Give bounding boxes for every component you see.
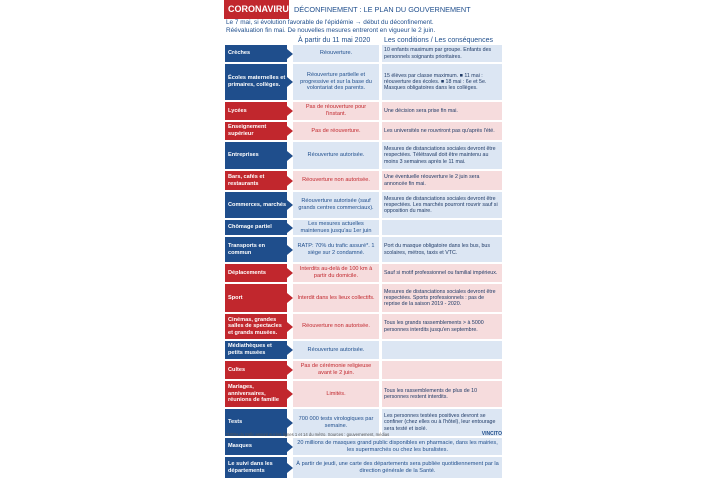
row-measure: Pas de réouverture. <box>293 122 379 140</box>
header <box>224 0 503 19</box>
row-category: Tests <box>225 409 287 436</box>
row-consequence: Une décision sera prise fin mai. <box>382 102 502 120</box>
row-measure: Réouverture autorisée. <box>293 341 379 359</box>
intro-line-2: Réévaluation fin mai. De nouvelles mesures entreront en vigueur le 2 juin. <box>226 26 436 34</box>
row-category: Entreprises <box>225 142 287 169</box>
column-header-conditions: Les conditions / Les conséquences <box>384 37 493 44</box>
header-tag: CORONAVIRUS <box>224 0 289 19</box>
infographic <box>224 0 503 474</box>
row-measure: Réouverture partielle et progressive et sur la base du volontariat des parents. <box>293 64 379 100</box>
row-category: Mariages, anniversaires, réunions de famille <box>225 381 287 407</box>
row-measure: 700 000 tests virologiques par semaine. <box>293 409 379 436</box>
table-row <box>224 45 503 62</box>
row-category: Bars, cafés et restaurants <box>225 171 287 190</box>
table-row <box>224 64 503 100</box>
row-consequence: Mesures de distanciations sociales devront être respectées. Les marchés pourront rouvrir sauf si opposition du maire. <box>382 192 502 218</box>
row-measure: Réouverture. <box>293 45 379 62</box>
intro-line-1: Le 7 mai, si évolution favorable de l'épidémie → début du déconfinement. <box>226 19 434 26</box>
row-category: Cinémas, grandes salles de spectacles et grands musées. <box>225 314 287 339</box>
table-row <box>224 438 503 455</box>
row-consequence: Une éventuelle réouverture le 2 juin sera annoncée fin mai. <box>382 171 502 190</box>
row-category: Sport <box>225 284 287 312</box>
column-header-from: À partir du 11 mai 2020 <box>298 37 371 44</box>
row-measure: RATP: 70% du trafic assuré*. 1 siège sur 2 condamné. <box>293 237 379 262</box>
table-row <box>224 237 503 262</box>
row-measure: Limités. <box>293 381 379 407</box>
row-measure: Réouverture non autorisée. <box>293 171 379 190</box>
row-consequence: Tous les grands rassemblements > à 5000 personnes interdits jusqu'en septembre. <box>382 314 502 339</box>
row-consequence: Les personnes testées positives devront se confiner (chez elles ou à l'hôtel), leur entourage sera testé et isolé. <box>382 409 502 436</box>
footnote: *100% du trafic assuré sur les lignes 1 et 14 du métro. Sources : gouvernement, médias <box>226 432 390 437</box>
page-title: DÉCONFINEMENT : LE PLAN DU GOUVERNEMENT <box>294 5 471 14</box>
table-row <box>224 192 503 218</box>
row-measure: Réouverture non autorisée. <box>293 314 379 339</box>
intro <box>226 19 501 34</box>
row-merged-cell: 20 millions de masques grand public disponibles en pharmacie, dans les mairies, les supermarchés ou chez les buralistes. <box>293 438 502 455</box>
row-consequence: Les universités ne rouvriront pas qu'après l'été. <box>382 122 502 140</box>
row-category: Transports en commun <box>225 237 287 262</box>
row-category: Déplacements <box>225 264 287 282</box>
row-consequence: Sauf si motif professionnel ou familial impérieux. <box>382 264 502 282</box>
row-category: Enseignement supérieur <box>225 122 287 140</box>
row-category: Masques <box>225 438 287 455</box>
table-row <box>224 171 503 190</box>
row-category: Commerces, marchés <box>225 192 287 218</box>
row-category: Écoles maternelles et primaires, collèges. <box>225 64 287 100</box>
row-measure: Interdits au-delà de 100 km à partir du domicile. <box>293 264 379 282</box>
row-measure: Réouverture autorisée. <box>293 142 379 169</box>
table-row <box>224 264 503 282</box>
table-row <box>224 341 503 359</box>
publisher-logo: VINCITO <box>481 431 502 437</box>
row-category: Chômage partiel <box>225 220 287 235</box>
row-merged-cell: À partir de jeudi, une carte des départements sera publiée quotidiennement par la direction générale de la Santé. <box>293 457 502 478</box>
row-measure: Pas de réouverture pour l'instant. <box>293 102 379 120</box>
table-row <box>224 102 503 120</box>
row-consequence: Mesures de distanciations sociales devront être respectées. Sports professionnels : pas de reprise de la saison 2019 - 2020. <box>382 284 502 312</box>
row-category: Crèches <box>225 45 287 62</box>
row-consequence: 15 élèves par classe maximum. ■ 11 mai : réouverture des écoles. ■ 18 mai : 6e et 5e. Masques obligatoires dans les collèges. <box>382 64 502 100</box>
row-consequence: 10 enfants maximum par groupe. Enfants des personnels soignants prioritaires. <box>382 45 502 62</box>
row-consequence: Tous les rassemblements de plus de 10 personnes restent interdits. <box>382 381 502 407</box>
table-row <box>224 314 503 339</box>
table-row <box>224 220 503 235</box>
row-consequence <box>382 361 502 379</box>
row-consequence: Port du masque obligatoire dans les bus, bus scolaires, métros, taxis et VTC. <box>382 237 502 262</box>
row-measure: Interdit dans les lieux collectifs. <box>293 284 379 312</box>
table-row <box>224 361 503 379</box>
row-category: Lycées <box>225 102 287 120</box>
table-row <box>224 122 503 140</box>
row-category: Médiathèques et petits musées <box>225 341 287 359</box>
row-category: Cultes <box>225 361 287 379</box>
row-measure: Réouverture autorisée (sauf grands centres commerciaux). <box>293 192 379 218</box>
row-consequence: Mesures de distanciations sociales devront être respectées. Télétravail doit être maintenu au moins 3 semaines après le 11 mai. <box>382 142 502 169</box>
row-category: Le suivi dans les départements <box>225 457 287 478</box>
table-row <box>224 457 503 478</box>
table-row <box>224 142 503 169</box>
row-consequence <box>382 220 502 235</box>
row-consequence <box>382 341 502 359</box>
table-row <box>224 284 503 312</box>
row-measure: Les mesures actuelles maintenues jusqu'au 1er juin <box>293 220 379 235</box>
row-measure: Pas de cérémonie religieuse avant le 2 juin. <box>293 361 379 379</box>
table-row <box>224 381 503 407</box>
